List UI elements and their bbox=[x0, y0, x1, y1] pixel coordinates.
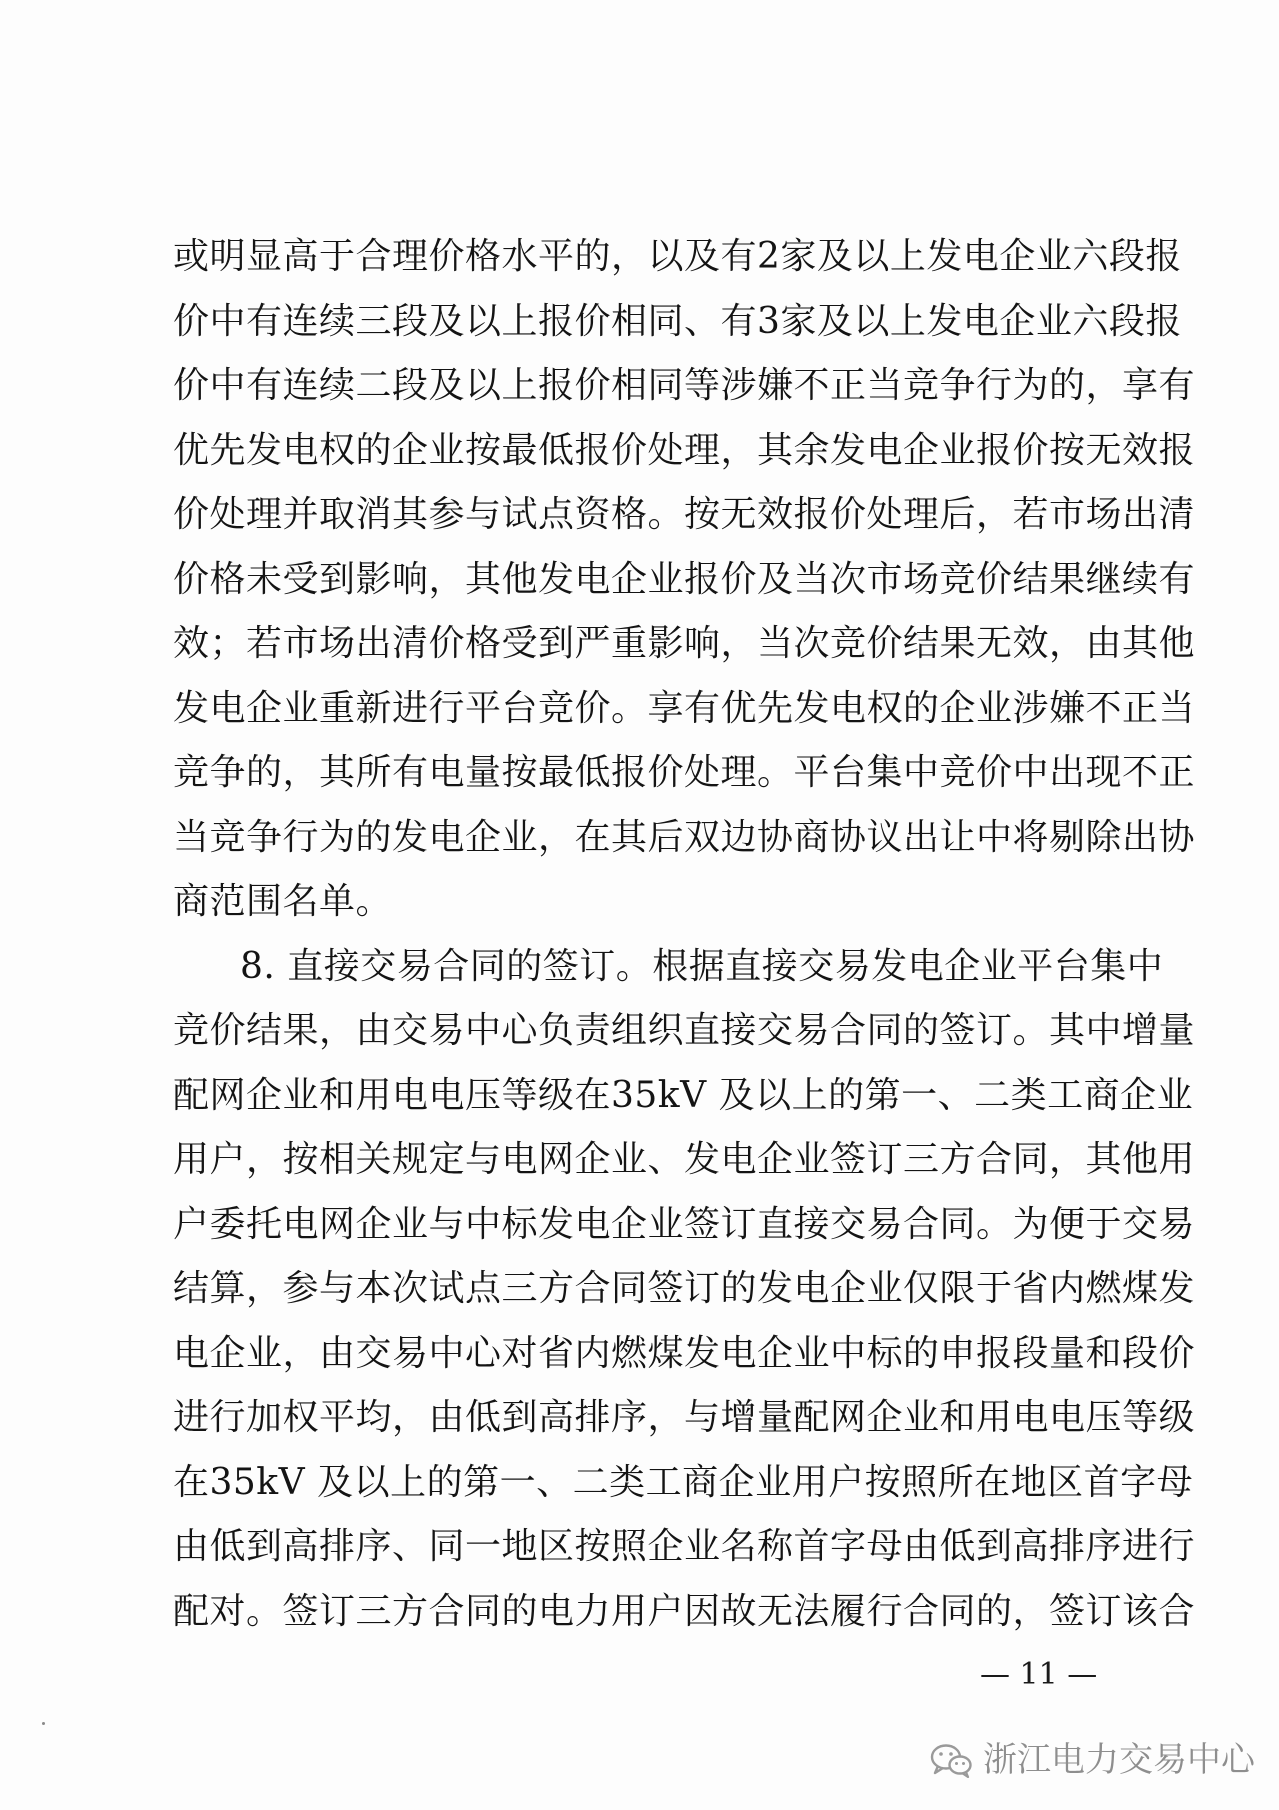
text-line: 电企业，由交易中心对省内燃煤发电企业中标的申报段量和段价 bbox=[173, 1332, 1196, 1374]
text-line: 由低到高排序、同一地区按照企业名称首字母由低到高排序进行 bbox=[173, 1526, 1196, 1567]
text-line-paragraph-end: 商范围名单。 bbox=[173, 881, 393, 922]
text-line: 户委托电网企业与中标发电企业签订直接交易合同。为便于交易 bbox=[173, 1203, 1196, 1245]
text-line: 价中有连续三段及以上报价相同、有3家及以上发电企业六段报 bbox=[173, 300, 1182, 342]
text-line: 发电企业重新进行平台竞价。享有优先发电权的企业涉嫌不正当 bbox=[173, 687, 1196, 729]
text-line: 配对。签订三方合同的电力用户因故无法履行合同的，签订该合 bbox=[173, 1590, 1196, 1632]
text-line: 结算，参与本次试点三方合同签订的发电企业仅限于省内燃煤发 bbox=[173, 1268, 1196, 1309]
text-line: 或明显高于合理价格水平的，以及有2家及以上发电企业六段报 bbox=[173, 236, 1182, 277]
text-line: 当竞争行为的发电企业，在其后双边协商协议出让中将剔除出协 bbox=[173, 816, 1196, 858]
text-line: 配网企业和用电电压等级在35kV 及以上的第一、二类工商企业 bbox=[173, 1074, 1194, 1116]
text-line: 优先发电权的企业按最低报价处理，其余发电企业报价按无效报 bbox=[173, 429, 1196, 471]
scan-speck bbox=[42, 1722, 45, 1725]
text-line: 价处理并取消其参与试点资格。按无效报价处理后，若市场出清 bbox=[173, 494, 1196, 535]
wechat-icon bbox=[929, 1742, 973, 1778]
watermark bbox=[929, 1730, 1255, 1790]
text-line: 竞价结果，由交易中心负责组织直接交易合同的签订。其中增量 bbox=[173, 1010, 1196, 1051]
text-line: 竞争的，其所有电量按最低报价处理。平台集中竞价中出现不正 bbox=[173, 752, 1196, 793]
text-line: 进行加权平均，由低到高排序，与增量配网企业和用电电压等级 bbox=[173, 1397, 1196, 1438]
page-number: — 11 — bbox=[980, 1657, 1098, 1692]
text-line: 价格未受到影响，其他发电企业报价及当次市场竞价结果继续有 bbox=[173, 558, 1196, 600]
text-line-paragraph-start: 8. 直接交易合同的签订。根据直接交易发电企业平台集中 bbox=[240, 945, 1164, 987]
text-line: 价中有连续二段及以上报价相同等涉嫌不正当竞争行为的，享有 bbox=[173, 365, 1196, 406]
text-line: 效；若市场出清价格受到严重影响，当次竞价结果无效，由其他 bbox=[173, 623, 1196, 664]
watermark-text: 浙江电力交易中心 bbox=[983, 1740, 1255, 1780]
text-line: 用户，按相关规定与电网企业、发电企业签订三方合同，其他用 bbox=[173, 1139, 1196, 1180]
text-line: 在35kV 及以上的第一、二类工商企业用户按照所在地区首字母 bbox=[173, 1461, 1194, 1503]
body-text bbox=[173, 225, 1196, 1644]
